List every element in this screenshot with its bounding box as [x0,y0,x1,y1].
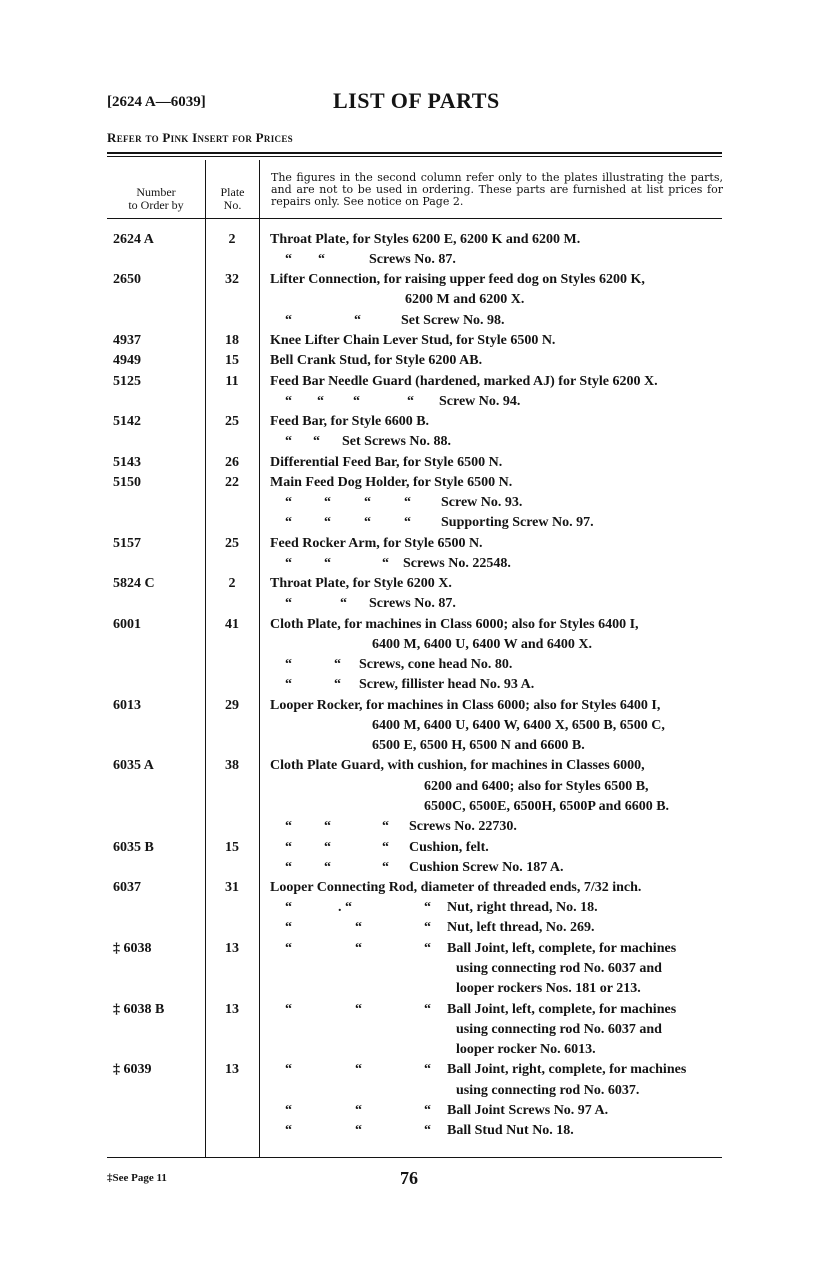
part-description: Ball Joint, right, complete, for machines [447,1062,687,1077]
part-description: 6400 M, 6400 U, 6400 W, 6400 X, 6500 B, 6500 C, [372,718,665,733]
ditto-mark: “ [285,1002,292,1017]
ditto-mark: . “ [338,900,352,915]
ditto-mark: “ [355,1103,362,1118]
header-rule [107,152,722,154]
ditto-mark: “ [382,556,389,571]
part-description: 6200 M and 6200 X. [405,292,525,307]
part-description: Cushion, felt. [409,840,489,855]
ditto-mark: “ [355,1002,362,1017]
ditto-mark: “ [285,556,292,571]
part-description: Ball Joint, left, complete, for machines [447,1002,677,1017]
ditto-mark: “ [285,596,292,611]
part-description: Screws No. 87. [369,252,456,267]
part-number: 5143 [113,455,141,470]
ditto-mark: “ [324,819,331,834]
ditto-mark: “ [364,495,371,510]
part-description: Feed Rocker Arm, for Style 6500 N. [270,536,483,551]
ditto-mark: “ [424,900,431,915]
part-number: 6037 [113,880,141,895]
ditto-mark: “ [364,515,371,530]
part-number: 6013 [113,698,141,713]
part-number: 5142 [113,414,141,429]
part-description: Ball Joint, left, complete, for machines [447,941,677,956]
part-number: 2624 A [113,232,154,247]
ditto-mark: “ [285,1123,292,1138]
part-description: Screw No. 93. [441,495,523,510]
ditto-mark: “ [404,495,411,510]
part-number: 6001 [113,617,141,632]
part-number: 5157 [113,536,141,551]
ditto-mark: “ [324,495,331,510]
plate-number: 38 [225,758,239,773]
ditto-mark: “ [285,657,292,672]
part-description: Throat Plate, for Style 6200 X. [270,576,452,591]
refer-line: Refer to Pink Insert for Prices [107,130,293,145]
ditto-mark: “ [324,515,331,530]
part-description: using connecting rod No. 6037 and [456,1022,662,1037]
ditto-mark: “ [424,1062,431,1077]
header-rule-thin [107,156,722,157]
part-description: looper rockers Nos. 181 or 213. [456,981,641,996]
part-description: Screw No. 94. [439,394,521,409]
column-header-plate: Plate No. [220,185,245,212]
ditto-mark: “ [285,819,292,834]
part-description: Supporting Screw No. 97. [441,515,594,530]
plate-number: 13 [225,941,239,956]
page-number: 76 [400,1168,418,1188]
part-number: 5150 [113,475,141,490]
part-description: 6500C, 6500E, 6500H, 6500P and 6600 B. [424,799,670,814]
column-header-note: The figures in the second column refer only to the plates illustrating the parts, and are not to be used in ordering. These parts are furnished at list prices for repairs only. See notice on Page 2. [271,171,723,208]
part-number: ‡ 6038 [113,941,152,956]
part-number: 4949 [113,353,141,368]
ditto-mark: “ [382,819,389,834]
footer-rule [107,1157,722,1158]
part-description: Lifter Connection, for raising upper feed dog on Styles 6200 K, [270,272,645,287]
ditto-mark: “ [424,1123,431,1138]
part-description: Feed Bar Needle Guard (hardened, marked AJ) for Style 6200 X. [270,374,658,389]
part-number: ‡ 6038 B [113,1002,165,1017]
part-description: Throat Plate, for Styles 6200 E, 6200 K and 6200 M. [270,232,581,247]
column-header-rule [107,218,722,219]
part-number: 2650 [113,272,141,287]
plate-number: 18 [225,333,239,348]
plate-number: 31 [225,880,239,895]
column-divider-plate [205,160,206,1158]
plate-number: 41 [225,617,239,632]
page-title: LIST OF PARTS [333,88,500,113]
part-number: 5824 C [113,576,155,591]
ditto-mark: “ [404,515,411,530]
ditto-mark: “ [317,394,324,409]
part-description: Screws, cone head No. 80. [359,657,513,672]
ditto-mark: “ [324,840,331,855]
part-number: 4937 [113,333,141,348]
plate-number: 22 [225,475,239,490]
part-description: Looper Rocker, for machines in Class 6000; also for Styles 6400 I, [270,698,661,713]
footnote: ‡See Page 11 [107,1172,167,1184]
ditto-mark: “ [285,515,292,530]
part-description: Nut, right thread, No. 18. [447,900,598,915]
ditto-mark: “ [355,1123,362,1138]
part-number: ‡ 6039 [113,1062,152,1077]
part-description: looper rocker No. 6013. [456,1042,596,1057]
plate-number: 15 [225,840,239,855]
plate-number: 26 [225,455,239,470]
ditto-mark: “ [324,556,331,571]
ditto-mark: “ [424,1002,431,1017]
part-description: Set Screw No. 98. [401,313,505,328]
ditto-mark: “ [354,313,361,328]
plate-number: 2 [228,576,236,591]
part-description: Cushion Screw No. 187 A. [409,860,564,875]
part-description: Differential Feed Bar, for Style 6500 N. [270,455,503,470]
column-divider-description [259,160,260,1158]
ditto-mark: “ [334,657,341,672]
part-description: 6400 M, 6400 U, 6400 W and 6400 X. [372,637,593,652]
ditto-mark: “ [285,920,292,935]
ditto-mark: “ [285,313,292,328]
plate-number: 25 [225,414,239,429]
part-description: using connecting rod No. 6037. [456,1083,640,1098]
part-description: Knee Lifter Chain Lever Stud, for Style 6500 N. [270,333,556,348]
plate-number: 11 [225,374,239,389]
ditto-mark: “ [355,941,362,956]
ditto-mark: “ [285,1062,292,1077]
ditto-mark: “ [285,252,292,267]
part-description: Feed Bar, for Style 6600 B. [270,414,430,429]
part-description: 6500 E, 6500 H, 6500 N and 6600 B. [372,738,585,753]
part-description: Set Screws No. 88. [342,434,452,449]
part-description: Nut, left thread, No. 269. [447,920,595,935]
page-range: [2624 A—6039] [107,94,206,110]
ditto-mark: “ [285,1103,292,1118]
part-description: Ball Stud Nut No. 18. [447,1123,574,1138]
ditto-mark: “ [285,900,292,915]
ditto-mark: “ [382,840,389,855]
ditto-mark: “ [285,495,292,510]
part-number: 6035 A [113,758,154,773]
ditto-mark: “ [355,920,362,935]
part-description: Looper Connecting Rod, diameter of threaded ends, 7/32 inch. [270,880,642,895]
plate-number: 29 [225,698,239,713]
ditto-mark: “ [324,860,331,875]
ditto-mark: “ [285,434,292,449]
ditto-mark: “ [285,941,292,956]
ditto-mark: “ [424,941,431,956]
ditto-mark: “ [424,1103,431,1118]
part-description: Screws No. 22730. [409,819,517,834]
part-description: using connecting rod No. 6037 and [456,961,662,976]
ditto-mark: “ [382,860,389,875]
ditto-mark: “ [285,860,292,875]
ditto-mark: “ [313,434,320,449]
plate-number: 13 [225,1062,239,1077]
ditto-mark: “ [285,840,292,855]
ditto-mark: “ [353,394,360,409]
part-description: Cloth Plate Guard, with cushion, for machines in Classes 6000, [270,758,645,773]
part-description: 6200 and 6400; also for Styles 6500 B, [424,779,649,794]
part-number: 5125 [113,374,141,389]
part-description: Main Feed Dog Holder, for Style 6500 N. [270,475,513,490]
part-description: Bell Crank Stud, for Style 6200 AB. [270,353,483,368]
plate-number: 15 [225,353,239,368]
plate-number: 32 [225,272,239,287]
column-header-number: Number to Order by [128,185,184,212]
ditto-mark: “ [318,252,325,267]
plate-number: 13 [225,1002,239,1017]
part-description: Cloth Plate, for machines in Class 6000; also for Styles 6400 I, [270,617,639,632]
part-description: Screws No. 87. [369,596,456,611]
ditto-mark: “ [340,596,347,611]
ditto-mark: “ [334,677,341,692]
part-description: Screw, fillister head No. 93 A. [359,677,535,692]
plate-number: 25 [225,536,239,551]
ditto-mark: “ [355,1062,362,1077]
ditto-mark: “ [424,920,431,935]
part-description: Ball Joint Screws No. 97 A. [447,1103,609,1118]
part-number: 6035 B [113,840,154,855]
ditto-mark: “ [285,394,292,409]
ditto-mark: “ [285,677,292,692]
part-description: Screws No. 22548. [403,556,511,571]
plate-number: 2 [228,232,236,247]
ditto-mark: “ [407,394,414,409]
